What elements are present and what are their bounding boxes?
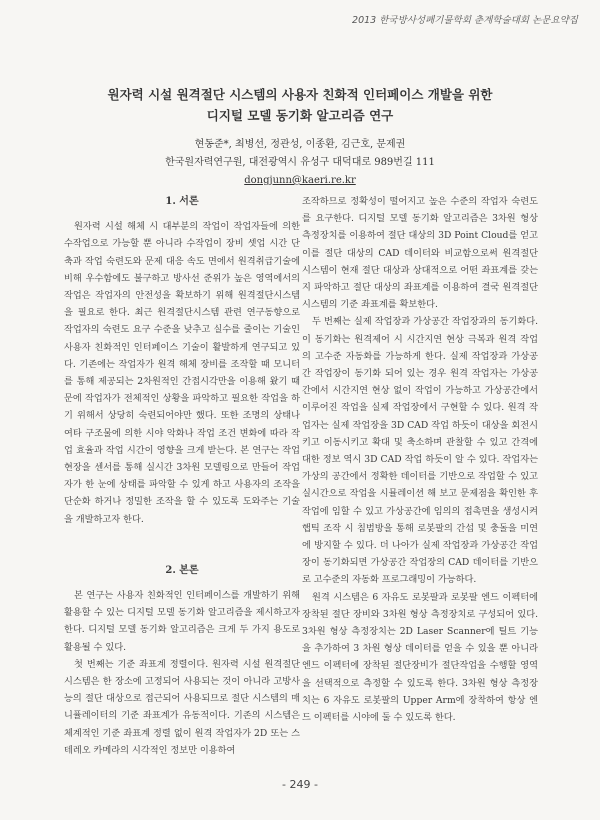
paper-title <box>0 84 600 126</box>
author-email: dongjunn@kaeri.re.kr <box>244 175 356 186</box>
right-column <box>302 193 538 726</box>
author-affiliation: 한국원자력연구원, 대전광역시 유성구 대덕대로 989번길 111 <box>165 157 435 168</box>
body-paragraph-1: 본 연구는 사용자 친화적인 인터페이스를 개발하기 위해 활용할 수 있는 디지털 모델 동기화 알고리즘을 제시하고자 한다. 디지털 모델 동기화 알고리즘은 크게 두 가지 용도로 활용될 수 있다. <box>64 590 300 653</box>
body-paragraph-4: 원격 시스템은 6 자유도 로봇팔과 로봇팔 엔드 이펙터에 장착된 절단 장비와 3차원 형상 측정장치로 구성되어 있다. 3차원 형상 측정장치는 2D Laser Scanner에 틸트 기능을 추가하여 3 차원 형상 데이터를 얻을 수 있을 뿐 아니라 엔드 이펙터에 장착된 절단장비가 절단작업을 수행할 영역을 선택적으로 측정할 수 있도록 한다. 3차원 형상 측정장치는 6 자유도 로봇팔의 Upper Arm에 장착하여 항상 엔드 이펙터를 시야에 둘 수 있도록 한다. <box>302 591 538 724</box>
author-block <box>0 136 600 190</box>
page-number: - 249 - <box>282 778 318 791</box>
body-paragraph-2: 첫 번째는 기준 좌표계 정렬이다. 원자력 시설 원격절단 시스템은 한 장소에 고정되어 사용되는 것이 아니라 고방사능의 절단 대상으로 접근되어 사용되므로 절단 시스템의 매니퓰레이터의 기준 좌표계가 유동적이다. 기존의 시스템은 체계적인 기준 좌표계 정렬 없이 원격 작업자가 2D 또는 스테레오 카메라의 시각적인 정보만 이용하여 <box>64 658 300 756</box>
body-paragraph-2-continued: 조작하므로 정확성이 떨어지고 높은 수준의 작업자 숙련도를 요구한다. 디지털 모델 동기화 알고리즘은 3차원 형상 측정장치를 이용하여 절단 대상의 3D Point Cloud를 얻고 이를 절단 대상의 CAD 데이터와 비교함으로써 원격절단 시스템이 현재 절단 대상과 상대적으로 어떤 좌표계를 갖는지 파악하고 절단 대상의 좌표계를 이용하여 결국 원격절단 시스템의 기준 좌표계를 확보한다. <box>302 196 538 311</box>
body-paragraph-3: 두 번째는 실제 작업장과 가상공간 작업장과의 동기화다. 이 동기화는 원격제어 시 시간지연 현상 극복과 원격 작업의 고수준 자동화를 가능하게 한다. 실제 작업장과 가상공간 작업장이 동기화 되어 있는 경우 원격 작업자는 가상공간에서 시간지연 현상 없이 작업이 가능하고 가상공간에서 이루어진 작업을 실제 작업장에서 구현할 수 있다. 원격 작업자는 실제 작업장을 3D CAD 작업 하듯이 대상을 회전시키고 이동시키고 확대 및 축소하며 관찰할 수 있고 간격에 대한 정보 역시 3D CAD 작업 하듯이 알 수 있다. 작업자는 가상의 공간에서 정확한 데이터를 기반으로 작업할 수 있고 실시간으로 작업을 시뮬레이션 해 보고 문제점을 확인한 후 작업에 임할 수 있고 가상공간에 임의의 접촉면을 생성시켜 햅틱 조작 시 침범방을 통해 로봇팔의 간섭 및 충돌을 미연에 방지할 수 있다. 더 나아가 실제 작업장과 가상공간 작업장이 동기화되면 가상공간 작업장의 CAD 데이터를 기반으로 고수준의 자동화 프로그래밍이 가능하다. <box>302 316 538 586</box>
intro-heading: 1. 서론 <box>165 196 199 207</box>
left-column <box>64 193 300 759</box>
intro-paragraph: 원자력 시설 해체 시 대부분의 작업이 작업자들에 의한 수작업으로 가능할 뿐 아니라 수작업이 장비 셋업 시간 단축과 작업 숙련도와 문제 대응 속도 면에서 원격취급기술에 비해 우수함에도 불구하고 방사선 준위가 높은 영역에서의 작업은 작업자의 안전성을 확보하기 위해 원격절단시스템을 필요로 한다. 최근 원격절단시스템 관련 연구동향으로 작업자의 숙련도 요구 수준을 낮추고 실수를 줄이는 기술인 사용자 친화적인 인터페이스 기술이 활발하게 연구되고 있다. 기존에는 작업자가 원격 해체 장비를 조작할 때 모니터를 통해 제공되는 2차원적인 간접시각만을 이용해 왔기 때문에 작업자가 전체적인 상황을 파악하고 필요한 작업을 하기 위해서 상당히 숙련되어야만 했다. 또한 조명의 상태나 여타 구조물에 의한 시야 악화나 작업 조건 변화에 따라 작업 효율과 작업 시간이 영향을 크게 받는다. 본 연구는 작업 현장을 센서를 통해 실시간 3차원 모델링으로 만들어 작업자가 한 눈에 상태를 파악할 수 있게 하고 사용자의 조작을 단순화 하거나 정밀한 조작을 할 수 있도록 도와주는 기술을 개발하고자 한다. <box>64 221 300 525</box>
body-heading: 2. 본론 <box>165 564 199 576</box>
title-line-2: 디지털 모델 동기화 알고리즘 연구 <box>206 108 394 123</box>
author-names: 현동준*, 최병선, 정관성, 이종환, 김근호, 문제권 <box>194 139 406 150</box>
title-line-1: 원자력 시설 원격절단 시스템의 사용자 친화적 인터페이스 개발을 위한 <box>107 87 493 102</box>
proceedings-header: 2013 한국방사성폐기물학회 춘계학술대회 논문요약집 <box>352 15 578 26</box>
